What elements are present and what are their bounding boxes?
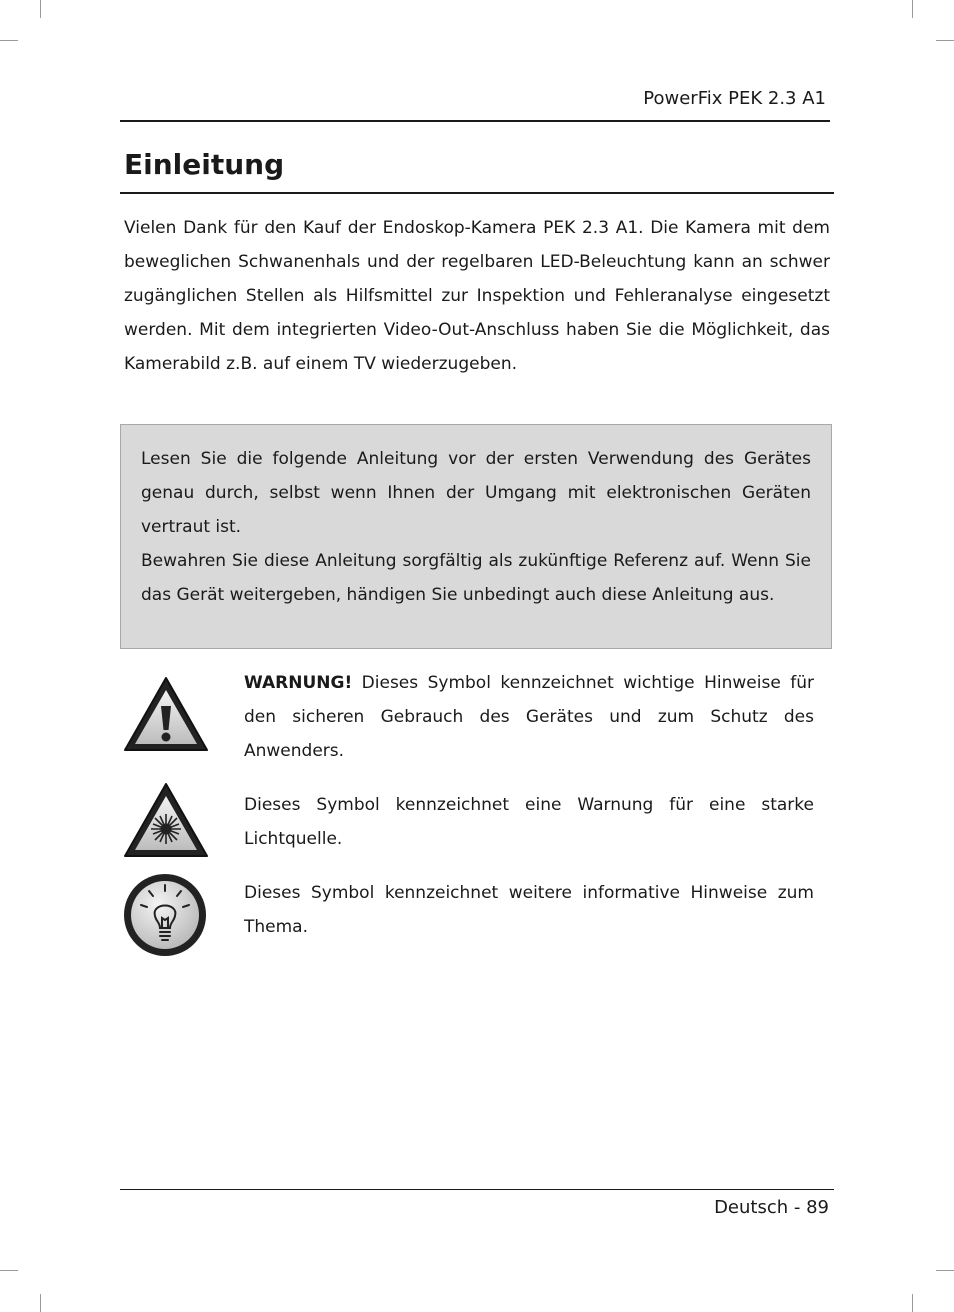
notice-paragraph-keep: Bewahren Sie diese Anleitung sorgfältig als zukünftige Referenz auf. Wenn Sie das Gerät weitergeben, händigen Sie unbedingt auch diese Anleitung aus. [141, 551, 811, 605]
warning-text: Dieses Symbol kennzeichnet wichtige Hinweise für den sicheren Gebrauch des Gerätes und zum Schutz des Anwenders. [244, 673, 814, 761]
crop-mark [936, 40, 954, 41]
intro-paragraph: Vielen Dank für den Kauf der Endoskop-Kamera PEK 2.3 A1. Die Kamera mit dem beweglichen Schwanenhals und der regelbaren LED-Beleuchtung kann an schwer zugänglichen Stellen als Hilfsmittel zur Inspektion und Fehleranalyse eingesetzt werden. Mit dem integrierten Video-Out-Anschluss haben Sie die Möglichkeit, das Kamerabild z.B. auf einem TV wiederzugeben. [124, 218, 830, 374]
symbol-row-warning [120, 666, 814, 768]
symbol-row-info [120, 876, 814, 960]
info-symbol-description: Dieses Symbol kennzeichnet weitere informative Hinweise zum Thema. [244, 883, 814, 937]
crop-mark [0, 1270, 18, 1271]
crop-mark [912, 0, 913, 18]
footer-divider [120, 1189, 834, 1190]
crop-mark [0, 40, 18, 41]
warning-symbol-description [244, 666, 814, 768]
light-symbol-description: Dieses Symbol kennzeichnet eine Warnung für eine starke Lichtquelle. [244, 795, 814, 849]
page-number: Deutsch - 89 [714, 1197, 829, 1218]
light-source-warning-icon [122, 780, 210, 864]
crop-mark [936, 1270, 954, 1271]
crop-mark [40, 0, 41, 18]
lightbulb-info-icon [122, 872, 208, 962]
warning-label: WARNUNG! [244, 673, 353, 693]
warning-triangle-icon [122, 674, 210, 758]
header-divider [120, 120, 830, 122]
document-header-title: PowerFix PEK 2.3 A1 [643, 88, 826, 109]
crop-mark [912, 1294, 913, 1312]
notice-box [120, 424, 832, 649]
notice-paragraph-read: Lesen Sie die folgende Anleitung vor der ersten Verwendung des Gerätes genau durch, selbst wenn Ihnen der Umgang mit elektronischen Geräten vertraut ist. [141, 449, 811, 537]
title-divider [120, 192, 834, 194]
section-title: Einleitung [124, 148, 285, 181]
symbol-row-light [120, 788, 814, 868]
crop-mark [40, 1294, 41, 1312]
